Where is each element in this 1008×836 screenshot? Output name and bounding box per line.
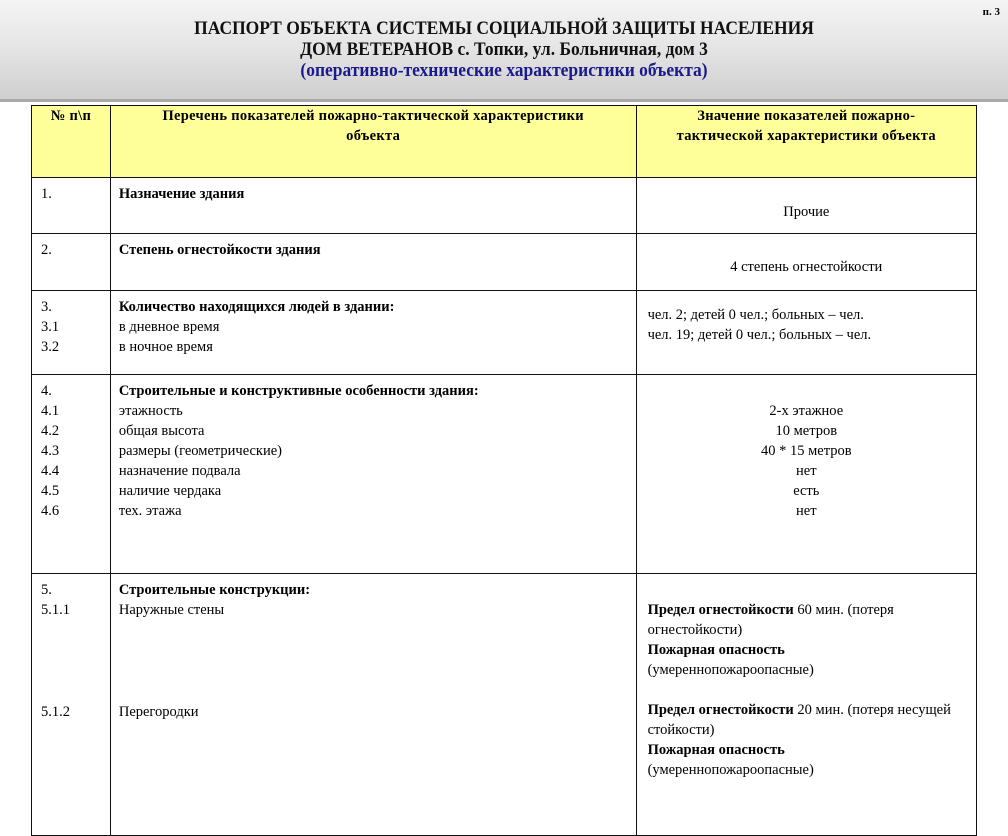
- row-number: 2.: [41, 242, 52, 258]
- indicator-item: тех. этажа: [118, 503, 182, 519]
- table-row: [32, 234, 977, 291]
- value-cell: [636, 234, 976, 291]
- title-block: [0, 18, 1008, 81]
- value-text: есть: [793, 483, 820, 499]
- value-text: нет: [796, 503, 817, 519]
- table-row: [32, 574, 977, 836]
- passport-table: [31, 105, 977, 836]
- walls-limit-label: Предел огнестойкости: [647, 602, 794, 618]
- row-number: 4.2: [41, 423, 60, 439]
- indicator-title: Количество находящихся людей в здании:: [118, 299, 395, 315]
- partitions-limit-label: Предел огнестойкости: [647, 702, 794, 718]
- value-text: 4 степень огнестойкости: [730, 259, 883, 275]
- row-number: 5.: [41, 582, 52, 598]
- row-number: 4.3: [41, 443, 60, 459]
- partitions-hazard-label: Пожарная опасность: [647, 742, 785, 758]
- value-text: чел. 2; детей 0 чел.; больных – чел.: [647, 307, 864, 323]
- row-number: 4.5: [41, 483, 60, 499]
- indicator-item: в ночное время: [118, 339, 213, 355]
- value-text: чел. 19; детей 0 чел.; больных – чел.: [647, 327, 872, 343]
- indicator-title: Назначение здания: [118, 186, 245, 202]
- row-number: 5.1.1: [41, 602, 70, 618]
- walls-limit-value: 60 мин. (потеря огнестойкости): [647, 602, 894, 638]
- indicator-cell: [110, 291, 636, 375]
- table-row: [32, 375, 977, 574]
- value-cell: [636, 375, 976, 574]
- header-band: [0, 0, 1008, 102]
- indicator-title: Степень огнестойкости здания: [118, 242, 321, 258]
- row-number: 3.2: [41, 339, 60, 355]
- indicator-title: Строительные конструкции:: [118, 582, 311, 598]
- value-text: 40 * 15 метров: [760, 443, 852, 459]
- row-number: 1.: [41, 186, 52, 202]
- column-header-values-label: Значение показателей пожарно-тактической характеристики объекта: [676, 108, 936, 144]
- row-number: 3.: [41, 299, 52, 315]
- row-number-cell: [32, 375, 111, 574]
- title-line-2: ДОМ ВЕТЕРАНОВ с. Топки, ул. Больничная, дом 3: [300, 39, 708, 60]
- walls-hazard-label: Пожарная опасность: [647, 642, 785, 658]
- table-header-row: [32, 106, 977, 178]
- row-number-cell: [32, 178, 111, 234]
- column-header-indicators: [110, 106, 636, 178]
- indicator-item: размеры (геометрические): [118, 443, 283, 459]
- title-line-1: ПАСПОРТ ОБЪЕКТА СИСТЕМЫ СОЦИАЛЬНОЙ ЗАЩИТЫ НАСЕЛЕНИЯ: [194, 18, 814, 39]
- value-text: нет: [796, 463, 817, 479]
- row-number-cell: [32, 291, 111, 375]
- row-number: 4.4: [41, 463, 60, 479]
- row-number: 5.1.2: [41, 704, 70, 720]
- column-header-number: № п\п: [32, 106, 111, 178]
- page-number: п. 3: [982, 6, 1000, 18]
- value-text: Прочие: [783, 203, 830, 220]
- partitions-hazard-value: (умереннопожароопасные): [647, 762, 814, 778]
- indicator-item: общая высота: [118, 423, 205, 439]
- indicator-title: Строительные и конструктивные особенности здания:: [118, 383, 479, 399]
- row-number: 4.: [41, 383, 52, 399]
- indicator-item: наличие чердака: [118, 483, 222, 499]
- indicator-item: назначение подвала: [118, 463, 241, 479]
- indicator-item: в дневное время: [118, 319, 220, 335]
- table-row: [32, 178, 977, 234]
- value-cell: [636, 574, 976, 836]
- value-text: 10 метров: [775, 423, 838, 439]
- walls-hazard-value: (умереннопожароопасные): [647, 662, 814, 678]
- indicator-item: Наружные стены: [118, 602, 225, 618]
- indicator-cell: [110, 178, 636, 234]
- column-header-indicators-label: Перечень показателей пожарно-тактической характеристики объекта: [162, 108, 584, 144]
- value-cell: [636, 291, 976, 375]
- indicator-cell: [110, 234, 636, 291]
- row-number-cell: [32, 574, 111, 836]
- indicator-item: Перегородки: [118, 704, 199, 720]
- indicator-cell: [110, 574, 636, 836]
- walls-fire-values: [648, 600, 962, 680]
- partitions-limit-value: 20 мин. (потеря несущей стойкости): [647, 702, 951, 738]
- indicator-item: этажность: [118, 403, 183, 419]
- row-number: 3.1: [41, 319, 60, 335]
- table-row: [32, 291, 977, 375]
- column-header-values: [636, 106, 976, 178]
- partitions-fire-values: [648, 700, 962, 780]
- indicator-cell: [110, 375, 636, 574]
- row-number-cell: [32, 234, 111, 291]
- title-line-3: (оперативно-технические характеристики объекта): [300, 60, 708, 81]
- row-number: 4.6: [41, 503, 60, 519]
- value-text: 2-х этажное: [769, 403, 844, 419]
- value-cell: [636, 178, 976, 234]
- row-number: 4.1: [41, 403, 60, 419]
